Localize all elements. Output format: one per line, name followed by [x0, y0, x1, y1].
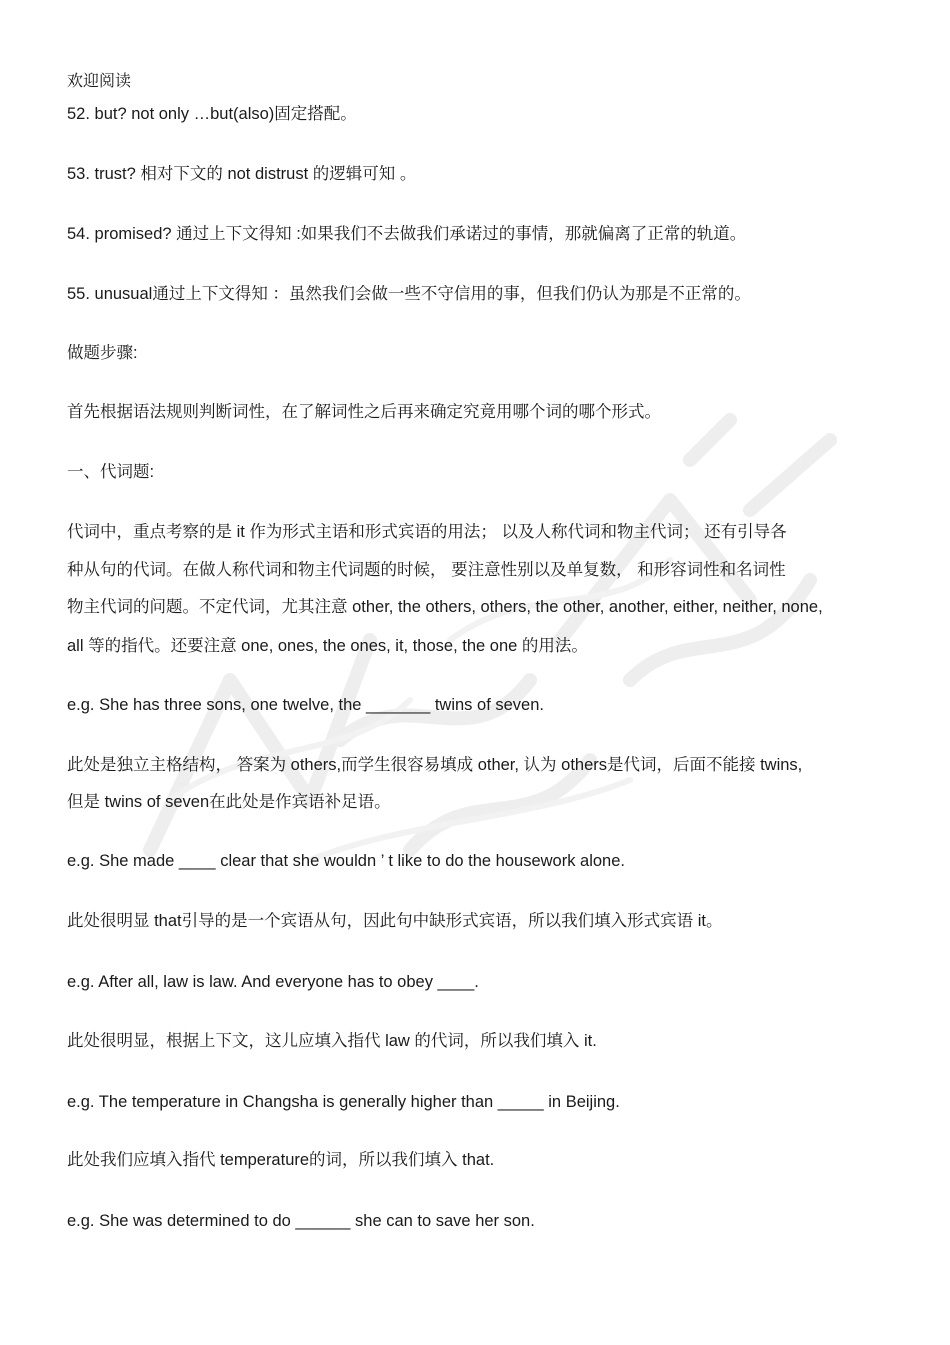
answer-55: 55. unusual通过上下文得知 ：虽然我们会做一些不守信用的事，但我们仍认为那是不正常的。: [67, 285, 751, 303]
paragraph-pronouns-line-2: 种从句的代词。在做人称代词和物主代词题的时候， 要注意性别以及单复数， 和形容词性和名词性: [67, 561, 786, 579]
explanation-2: 此处很明显 that引导的是一个宾语从句，因此句中缺形式宾语，所以我们填入形式宾语 it。: [67, 912, 723, 930]
example-5: e.g. She was determined to do ______ she can to save her son.: [67, 1212, 535, 1230]
section-heading-steps: 做题步骤:: [67, 344, 138, 362]
example-1: e.g. She has three sons, one twelve, the _______ twins of seven.: [67, 696, 544, 714]
header-title: 欢迎阅读: [67, 73, 132, 90]
paragraph-pronouns-line-4: all 等的指代。还要注意 one, ones, the ones, it, those, the one 的用法。: [67, 637, 588, 655]
answer-54: 54. promised? 通过上下文得知 :如果我们不去做我们承诺过的事情，那就偏离了正常的轨道。: [67, 225, 747, 243]
explanation-3: 此处很明显，根据上下文，这儿应填入指代 law 的代词，所以我们填入 it.: [67, 1032, 597, 1050]
paragraph-pronouns-line-1: 代词中，重点考察的是 it 作为形式主语和形式宾语的用法； 以及人称代词和物主代词； 还有引导各: [67, 523, 787, 541]
explanation-4: 此处我们应填入指代 temperature的词，所以我们填入 that.: [67, 1151, 495, 1169]
answer-52: 52. but? not only …but(also)固定搭配。: [67, 105, 357, 123]
explanation-1-line-2: 但是 twins of seven在此处是作宾语补足语。: [67, 793, 391, 811]
example-2: e.g. She made ____ clear that she wouldn ’ t like to do the housework alone.: [67, 852, 625, 870]
paragraph-pronouns-line-3: 物主代词的问题。不定代词，尤其注意 other, the others, others, the other, another, either, neither, none,: [67, 598, 823, 616]
explanation-1-line-1: 此处是独立主格结构， 答案为 others,而学生很容易填成 other, 认为 others是代词，后面不能接 twins,: [67, 756, 803, 774]
example-4: e.g. The temperature in Changsha is generally higher than _____ in Beijing.: [67, 1093, 620, 1111]
paragraph-steps: 首先根据语法规则判断词性，在了解词性之后再来确定究竟用哪个词的哪个形式。: [67, 403, 661, 421]
answer-53: 53. trust? 相对下文的 not distrust 的逻辑可知 。: [67, 165, 417, 183]
example-3: e.g. After all, law is law. And everyone has to obey ____.: [67, 973, 479, 991]
section-heading-pronouns: 一、代词题:: [67, 463, 155, 481]
